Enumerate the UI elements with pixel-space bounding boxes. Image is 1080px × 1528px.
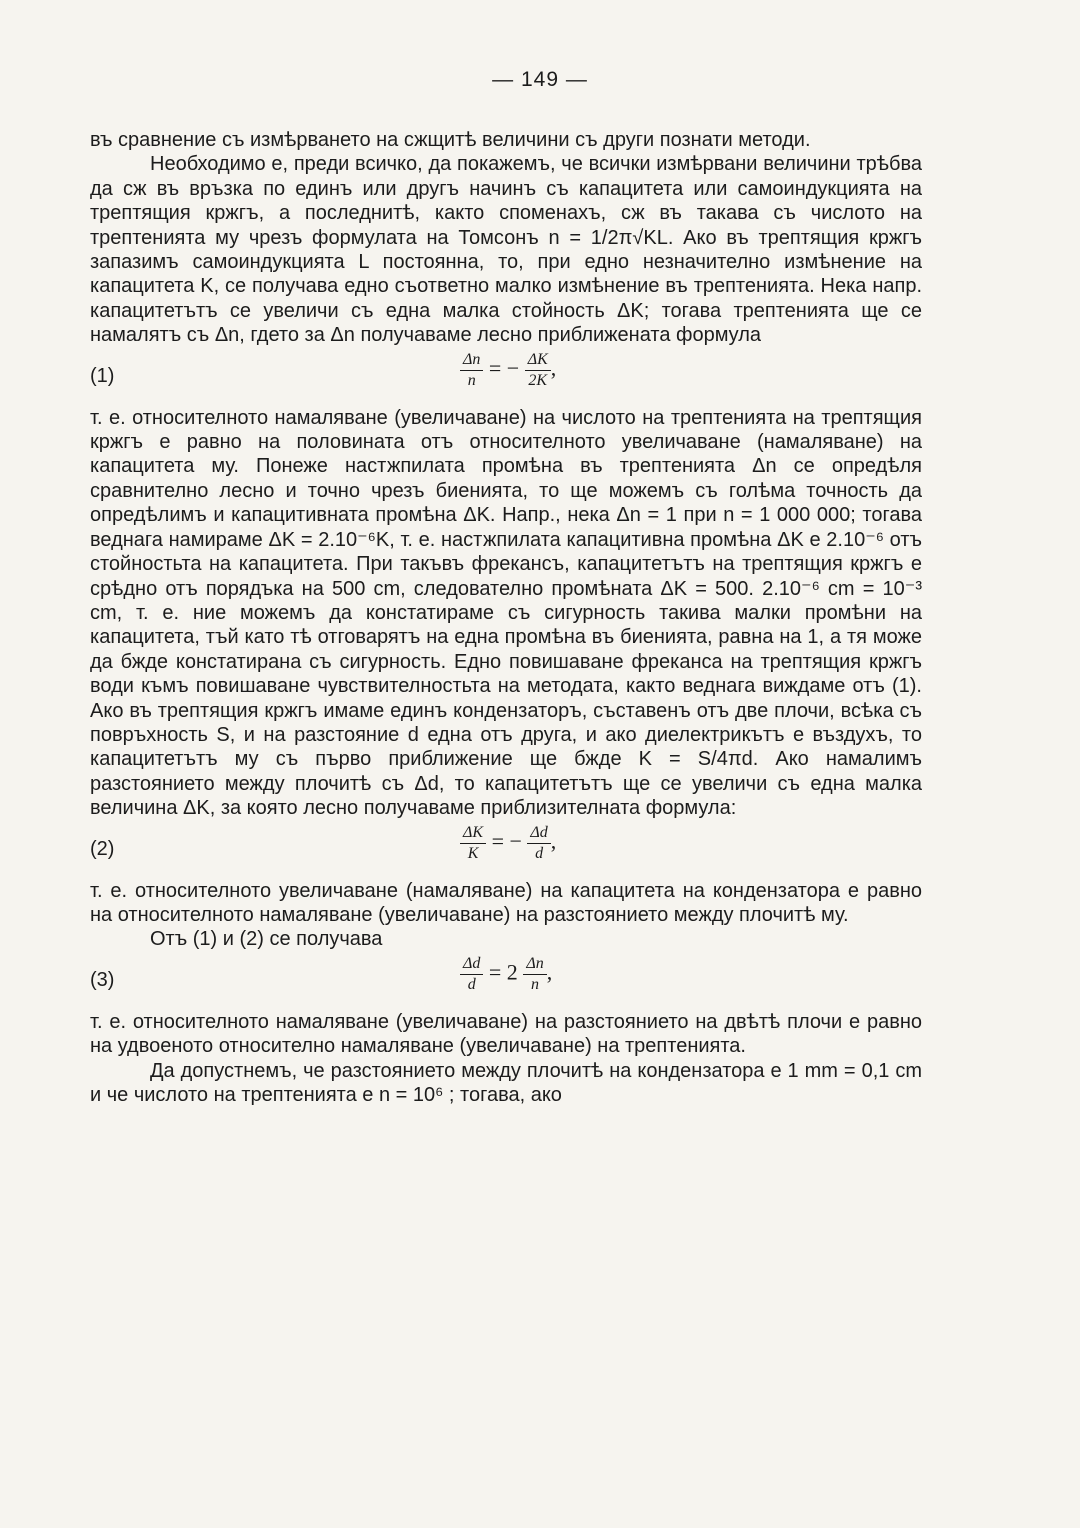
- paragraph-2: Необходимо е, преди всичко, да покажемъ, че всички измѣрвани величини трѣбва да сж въ връзка по единъ или другъ начинъ съ капацитета или самоиндукцията на трептящия кржгъ, а последнитѣ, както споменахъ, сж въ такава съ числото на трептенията му чрезъ формулата на Томсонъ n = 1/2π√KL. Ако въ трептящия кржгъ запазимъ самоиндукцията L постоянна, то, при едно незначително измѣнение на капацитета K, се получава едно съответно малко измѣнение въ трептенията. Нека напр. капацитетътъ се увеличи съ една малка стойность ΔK; тогава трептенията ще се намалятъ съ Δn, гдето за Δn получаваме лесно приближената формула: [90, 153, 922, 347]
- page-number: — 149 —: [492, 68, 588, 91]
- paragraph-5: Отъ (1) и (2) се получава: [150, 928, 383, 951]
- equation-2-label: (2): [90, 837, 115, 860]
- equation-3-label: (3): [90, 968, 115, 991]
- equation-2-rhs: $\frac{\Delta d}{d}$: [527, 823, 550, 864]
- equation-2-lhs: $\frac{\Delta K}{K}$: [460, 823, 486, 864]
- equation-1-rhs: $\frac{\Delta K}{2K}$: [525, 350, 551, 391]
- equation-1-lhs: $\frac{\Delta n}{n}$: [460, 350, 483, 391]
- equation-2-expression: $\frac{\Delta K}{K}$ = − $\frac{\Delta d}{d}$ ,: [460, 823, 700, 864]
- equation-1: [90, 348, 922, 406]
- paragraph-7: Да допустнемъ, че разстоянието между плочитѣ на кондензатора е 1 mm = 0,1 cm и че числото на трептенията е n = 10⁶ ; тогава, ако: [90, 1059, 922, 1106]
- paragraph-1: въ сравнение съ измѣрването на сжщитѣ величини съ други познати методи.: [90, 129, 811, 151]
- equation-3-rhs: $\frac{\Delta n}{n}$: [523, 954, 546, 995]
- equation-3-lhs: $\frac{\Delta d}{d}$: [460, 954, 483, 995]
- paragraph-6: т. е. относителното намаляване (увеличаване) на разстоянието на двѣтѣ плочи е равно на удвоеното относително намаляване (увеличаване) на трептенията.: [90, 1010, 922, 1058]
- equation-3-expression: $\frac{\Delta d}{d}$ = 2 $\frac{\Delta n}{n}$ ,: [460, 954, 700, 995]
- equation-1-label: (1): [90, 364, 115, 387]
- page-body: [90, 128, 922, 1107]
- equation-3: [90, 952, 922, 1010]
- equation-2: [90, 821, 922, 879]
- equation-1-expression: $\frac{\Delta n}{n}$ = − $\frac{\Delta K}{2K}$ ,: [460, 350, 700, 391]
- paragraph-3: т. е. относителното намаляване (увеличаване) на числото на трептенията на трептящия кржгъ е равно на половината отъ относителното увеличаване (намаляване) на капацитета му. Понеже настжпилата промѣна въ трептенията Δn се опредѣля сравнително лесно и точно чрезъ биенията, то ще можемъ съ голѣма точность да опредѣлимъ и капацитивната промѣна ΔK. Напр., нека Δn = 1 при n = 1 000 000; тогава веднага намираме ΔK = 2.10⁻⁶K, т. е. настжпилата капацитивна промѣна ΔK е 2.10⁻⁶ отъ стойностьта на капацитета. При такъвъ фрекансъ, капацитетътъ на трептящия кржгъ е срѣдно отъ порядъка на 500 cm, следователно промѣната ΔK = 500. 2.10⁻⁶ cm = 10⁻³ cm, т. е. ние можемъ да констатираме съ сигурность такива малки промѣни на капацитета, тъй като тѣ отговарятъ на една промѣна въ биенията, равна на 1, а тя може да бжде констатирана съ сигурность. Едно повишаване фреканса на трептящия кржгъ води къмъ повишаване чувствителностьта на методата, както веднага виждаме отъ (1). Ако въ трептящия кржгъ имаме единъ кондензаторъ, съставенъ отъ две плочи, всѣка съ повръхность S, и на разстояние d една отъ друга, и ако диелектрикътъ е въздухъ, то капацитетътъ му съ първо приближение ще бжде K = S/4πd. Ако намалимъ разстоянието между плочитѣ съ Δd, то капацитетътъ ще се увеличи съ една малка величина ΔK, за която лесно получаваме приблизителната формула:: [90, 406, 922, 820]
- paragraph-4: т. е. относителното увеличаване (намаляване) на капацитета на кондензатора е равно на относителното намаляване (увеличаване) на разстоянието между плочитѣ му.: [90, 879, 922, 926]
